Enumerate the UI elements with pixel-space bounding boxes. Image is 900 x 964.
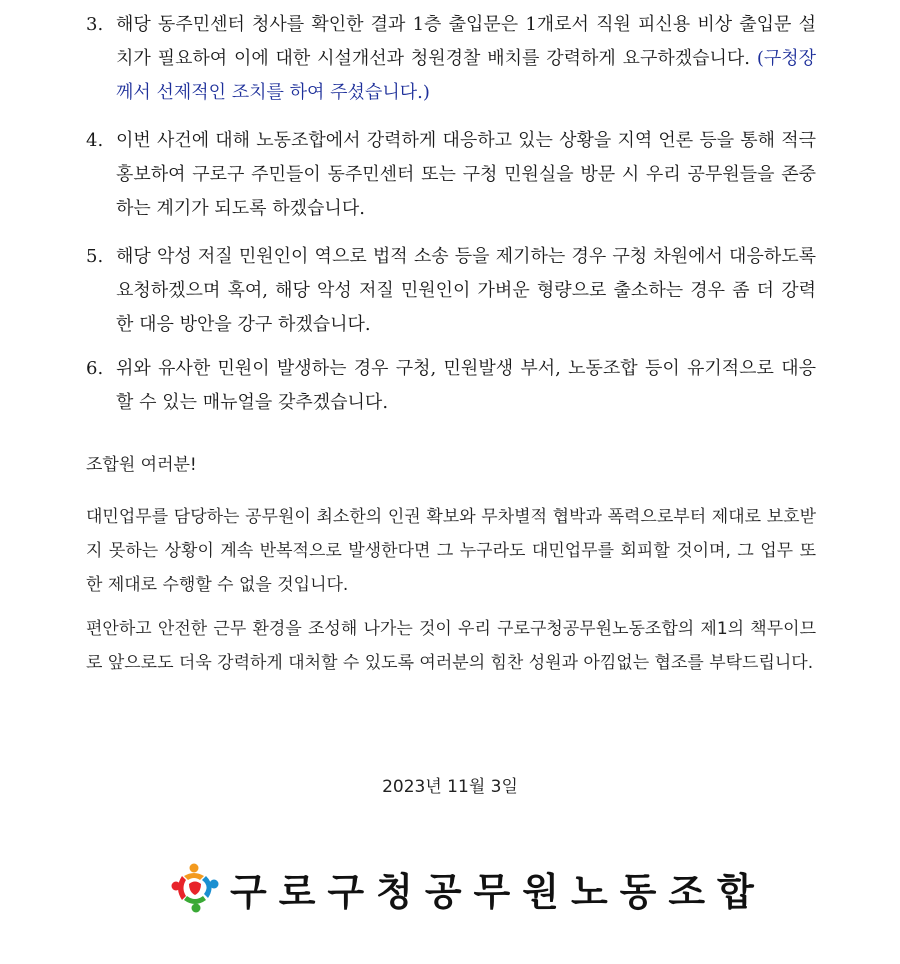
list-item-text: 이번 사건에 대해 노동조합에서 강력하게 대응하고 있는 상황을 지역 언론 등을 통해 적극 홍보하여 구로구 주민들이 동주민센터 또는 구청 민원실을 방문 시 우리 공무원들을 존중하는 계기가 되도록 하겠습니다. bbox=[116, 130, 816, 219]
list-item-number: 4. bbox=[86, 130, 104, 151]
body-paragraph: 대민업무를 담당하는 공무원이 최소한의 인권 확보와 무차별적 협박과 폭력으로부터 제대로 보호받지 못하는 상황이 계속 반복적으로 발생한다면 그 누구라도 대민업무를 회피할 것이며, 그 업무 또한 제대로 수행할 수 없을 것입니다. bbox=[86, 507, 816, 595]
list-item-number: 5. bbox=[86, 246, 104, 267]
union-logo-icon bbox=[170, 862, 220, 914]
list-item bbox=[86, 240, 816, 342]
list-item bbox=[86, 352, 816, 420]
list-item-number: 3. bbox=[86, 14, 104, 35]
union-name: 구로구청공무원노동조합 bbox=[230, 869, 766, 914]
list-item bbox=[86, 124, 816, 226]
body-paragraph: 편안하고 안전한 근무 환경을 조성해 나가는 것이 우리 구로구청공무원노동조합의 제1의 책무이므로 앞으로도 더욱 강력하게 대처할 수 있도록 여러분의 힘찬 성원과 아낌없는 협조를 부탁드립니다. bbox=[86, 619, 816, 673]
signature-block bbox=[170, 858, 766, 918]
greeting: 조합원 여러분! bbox=[86, 455, 197, 475]
list-item-text: 위와 유사한 민원이 발생하는 경우 구청, 민원발생 부서, 노동조합 등이 유기적으로 대응할 수 있는 매뉴얼을 갖추겠습니다. bbox=[116, 358, 816, 413]
list-item-text: 해당 악성 저질 민원인이 역으로 법적 소송 등을 제기하는 경우 구청 차원에서 대응하도록 요청하겠으며 혹여, 해당 악성 저질 민원인이 가벼운 형량으로 출소하는 경우 좀 더 강력한 대응 방안을 강구 하겠습니다. bbox=[116, 246, 816, 335]
list-item-number: 6. bbox=[86, 358, 104, 379]
list-item bbox=[86, 8, 816, 110]
document-date: 2023년 11월 3일 bbox=[382, 777, 518, 797]
list-item-text: 해당 동주민센터 청사를 확인한 결과 1층 출입문은 1개로서 직원 피신용 비상 출입문 설치가 필요하여 이에 대한 시설개선과 청원경찰 배치를 강력하게 요구하겠습니다. bbox=[116, 14, 816, 69]
list-item-note: (구청장께서 선제적인 조치를 하여 주셨습니다.) bbox=[116, 48, 816, 103]
